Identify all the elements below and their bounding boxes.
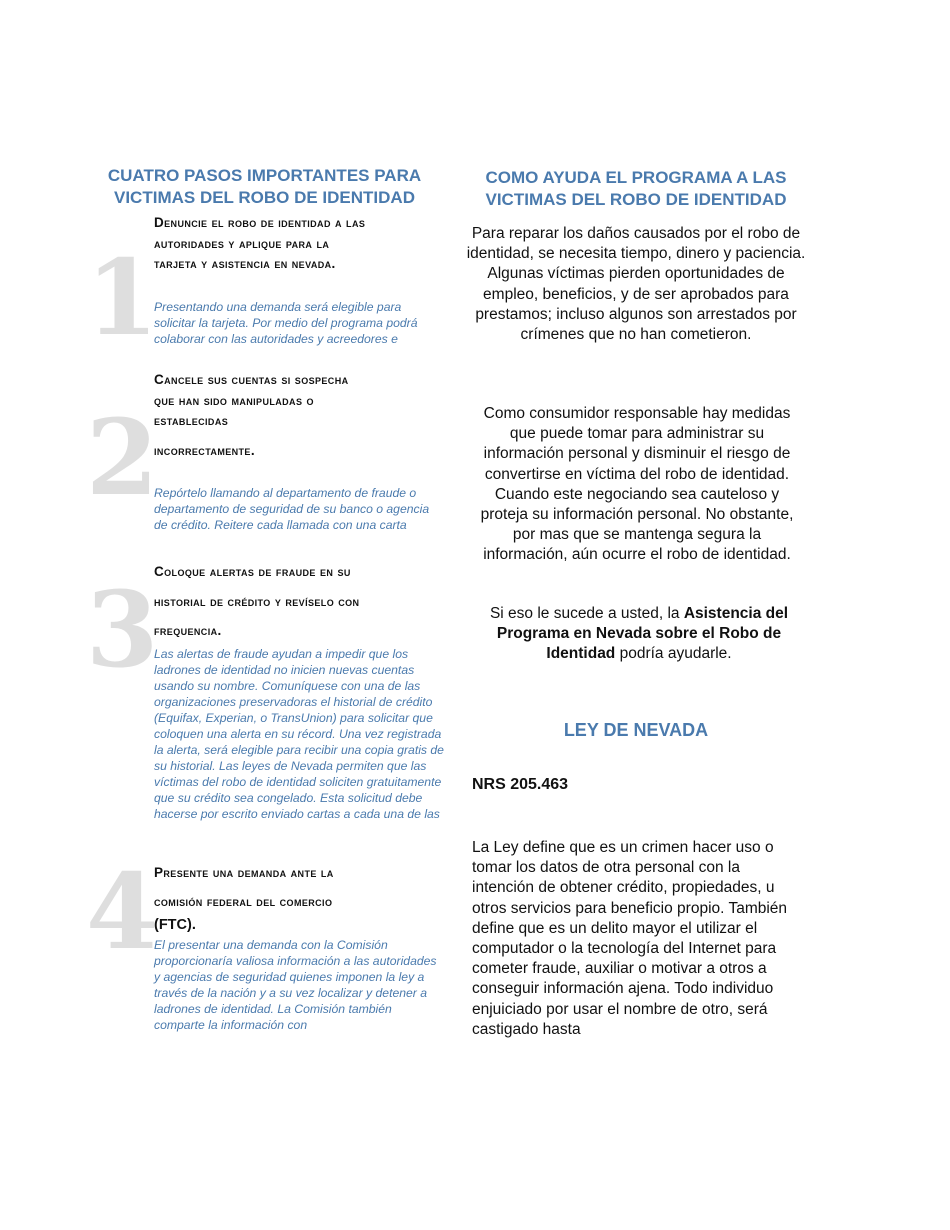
- step-3-heading-line: Coloque alertas de fraude en su: [154, 564, 351, 579]
- step-2-body: Repórtelo llamando al departamento de fraude o departamento de seguridad de su banco o agencia de crédito. Reitere cada llamada con una carta: [154, 486, 430, 532]
- step-4-heading-line: comisión federal del comercio: [154, 894, 333, 909]
- step-3-heading: [154, 557, 444, 646]
- step-3-body: Las alertas de fraude ayudan a impedir que los ladrones de identidad no inicien nuevas cuentas usando su nombre. Comuníquese con una de las organizaciones preservadoras el historial de crédito (Equifax, Experian, o TransUnion) para solicitar que coloquen una alerta en su récord. Una vez registrada la alerta, será elegible para recibir una copia gratis de su historial. Las leyes de Nevada permiten que las víctimas del robo de identidad soliciten gratuitamente que su crédito sea congelado. Esta solicitud debe hacerse por escrito enviado cartas a cada una de las: [154, 647, 444, 821]
- step-2-heading-line: incorrectamente.: [154, 442, 255, 458]
- law-description-paragraph: La Ley define que es un crimen hacer uso o tomar los datos de otra personal con la intención de obtener crédito, propiedades, u otros servicios para beneficio propio. También define que es un delito mayor el utilizar el computador o la tecnología del Internet para cometer fraude, auxiliar o motivar a otros a conseguir información ajena. Todo individuo enjuiciado por usar el nombre de otro, será castigado hasta: [472, 839, 788, 1038]
- step-1-heading-line: Denuncie el robo de identidad a las: [154, 215, 366, 230]
- left-section-title: [92, 165, 437, 209]
- right-title-line-1: COMO AYUDA EL PROGRAMA A LAS: [485, 168, 787, 187]
- step-2-heading-line: que han sido manipuladas o: [154, 392, 314, 408]
- right-title-line-2: VICTIMAS DEL ROBO DE IDENTIDAD: [485, 190, 787, 209]
- step-1-number: 1: [86, 236, 159, 359]
- step-4-heading-line: Presente una demanda ante la: [154, 865, 334, 880]
- step-3-number: 3: [86, 568, 159, 691]
- step-1-heading-line: tarjeta y asistencia en nevada.: [154, 256, 336, 271]
- step-4-heading-line: (FTC).: [154, 917, 196, 933]
- consumer-advice-paragraph: Como consumidor responsable hay medidas que puede tomar para administrar su información personal y disminuir el riesgo de convertirse en víctima del robo de identidad. Cuando este negociando sea cauteloso y proteja su información personal. No obstante, por mas que se mantenga segura la información, aún ocurre el robo de identidad.: [480, 405, 794, 564]
- assistance-text-pre: Si eso le sucede a usted, la: [489, 605, 684, 622]
- step-1-body: Presentando una demanda será elegible para solicitar la tarjeta. Por medio del programa podrá colaborar con las autoridades y acreedores e: [154, 300, 418, 346]
- step-2-number: 2: [86, 396, 159, 519]
- program-intro-paragraph: Para reparar los daños causados por el robo de identidad, se necesita tiempo, dinero y paciencia. Algunas víctimas pierden oportunidades de empleo, beneficios, y de ser aprobados para prestamos; incluso algunos son arrestados por crímenes que no han cometieron.: [466, 225, 806, 344]
- step-1-heading: [154, 213, 444, 275]
- step-2-heading-line: establecidas: [154, 413, 229, 428]
- program-name: Asistencia del Programa en Nevada sobre el Robo de Identidad: [496, 605, 789, 663]
- law-section-title: LEY DE NEVADA: [563, 720, 709, 740]
- step-2-heading-line: Cancele sus cuentas si sospecha: [154, 372, 349, 387]
- step-3-heading-line: frequencia.: [154, 623, 222, 638]
- step-1-heading-line: autoridades y aplique para la: [154, 235, 330, 251]
- step-3-heading-line: historial de crédito y revíselo con: [154, 593, 360, 609]
- statute-number: NRS 205.463: [472, 776, 569, 793]
- program-assistance-paragraph: [480, 604, 798, 665]
- step-4-number: 4: [86, 850, 159, 973]
- left-title-line-1: CUATRO PASOS IMPORTANTES PARA: [107, 166, 422, 185]
- step-4-heading: [154, 858, 444, 934]
- assistance-text-post: podría ayudarle.: [615, 645, 732, 663]
- step-2-heading: [154, 370, 444, 461]
- step-4-body: El presentar una demanda con la Comisión proporcionaría valiosa información a las autoridades y agencias de seguridad quienes imponen la ley a través de la nación y a su vez localizar y detener a ladrones de identidad. La Comisión también comparte la información con: [154, 938, 437, 1032]
- right-section-title: [470, 167, 802, 211]
- left-title-line-2: VICTIMAS DEL ROBO DE IDENTIDAD: [114, 188, 415, 207]
